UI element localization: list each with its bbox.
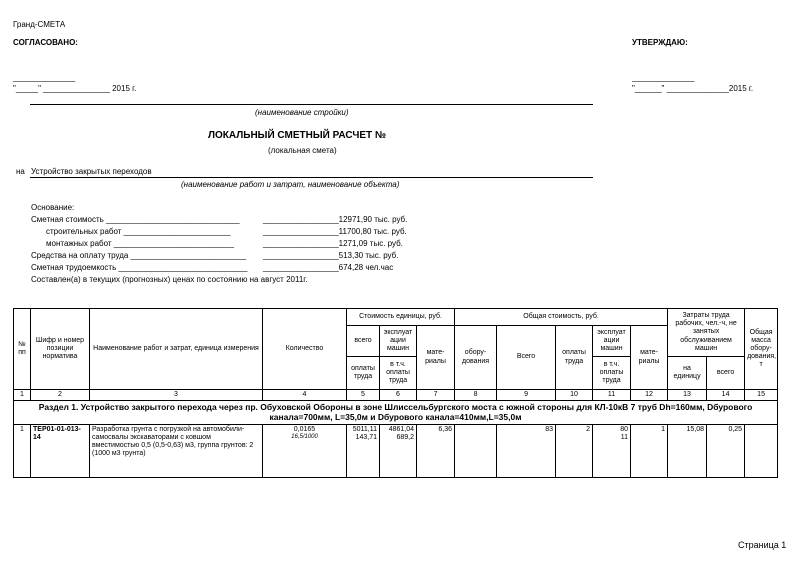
header-total-materials: мате-риалы: [631, 326, 668, 390]
col-number: 9: [497, 390, 556, 401]
estimate-table: [13, 308, 778, 478]
header-unit-machines: эксплуат ации машин: [380, 326, 417, 357]
estimate-subtitle: (локальная смета): [268, 146, 337, 155]
col-number: 13: [668, 390, 707, 401]
basis-labor-label: Сметная трудоемкость _____________________________: [31, 263, 248, 272]
header-unit-wages: оплаты труда: [347, 357, 380, 390]
row-total-machines-cell: [593, 425, 631, 478]
agreed-sign-line: ______________: [13, 73, 76, 82]
row-total-materials: 1: [631, 425, 668, 478]
work-caption: (наименование работ и затрат, наименование объекта): [181, 180, 400, 189]
basis-construction-value: _________________11700,80 тыс. руб.: [263, 227, 407, 236]
row-labor-total: 0,25: [707, 425, 745, 478]
header-labor-total: всего: [707, 357, 745, 390]
header-total-all: Всего: [497, 326, 556, 390]
col-number: 14: [707, 390, 745, 401]
work-name-line: [30, 177, 593, 178]
basis-wages-label: Средства на оплату труда __________________________: [31, 251, 247, 260]
row-labor-per-unit: 15,08: [668, 425, 707, 478]
row-name: Разработка грунта с погрузкой на автомобили-самосвалы экскаваторами с ковшом вместимостью 0,5 (0,5-0,63) м3, группа грунтов: 2 (1000 м3 грунта): [90, 425, 263, 478]
header-labor: Затраты труда рабочих, чел.-ч, не занятых обслуживанием машин: [668, 309, 745, 357]
approve-date: "______" ______________2015 г.: [632, 84, 754, 93]
row-unit-all-cell: [347, 425, 380, 478]
row-unit-materials: 6,36: [417, 425, 455, 478]
work-name: Устройство закрытых переходов: [31, 167, 152, 176]
col-number: 15: [745, 390, 778, 401]
header-total-equipment: обору-дования: [455, 326, 497, 390]
header-total-wages: оплаты труда: [556, 326, 593, 390]
col-number: 11: [593, 390, 631, 401]
col-number: 12: [631, 390, 668, 401]
row-total-machines: 80: [620, 426, 629, 434]
basis-estimated-cost-label: Сметная стоимость ______________________________: [31, 215, 240, 224]
row-unit-wages: 143,71: [355, 434, 377, 442]
header-labor-per-unit: на единицу: [668, 357, 707, 390]
col-number: 10: [556, 390, 593, 401]
row-qty: [263, 425, 347, 478]
col-number: 4: [263, 390, 347, 401]
header-total-machines: эксплуат ации машин: [593, 326, 631, 357]
basis-construction-label: строительных работ ________________________: [46, 227, 231, 236]
col-number: 8: [455, 390, 497, 401]
basis-installation-label: монтажных работ ___________________________: [46, 239, 234, 248]
table-row: [14, 425, 778, 478]
col-number: 2: [31, 390, 90, 401]
header-mass: Общая масса обору-дования, т: [745, 309, 778, 390]
program-name: Гранд-СМЕТА: [13, 20, 66, 29]
basis-labor-value: _________________674,28 чел.час: [263, 263, 394, 272]
header-unit-cost: Стоимость единицы, руб.: [347, 309, 455, 326]
row-total-machines-wages: 11: [620, 434, 629, 442]
construction-caption: (наименование стройки): [255, 108, 349, 117]
row-num: 1: [14, 425, 31, 478]
row-unit-machines: 4861,04: [388, 426, 414, 434]
row-qty-formula: 16,5/1000: [291, 434, 318, 441]
header-name: Наименование работ и затрат, единица измерения: [90, 309, 263, 390]
col-number: 5: [347, 390, 380, 401]
basis-wages-value: _________________513,30 тыс. руб.: [263, 251, 399, 260]
header-num: № пп: [14, 309, 31, 390]
row-unit-machines-cell: [380, 425, 417, 478]
basis-label: Основание:: [31, 203, 75, 212]
row-total-equipment: [455, 425, 497, 478]
approve-sign-line: ______________: [632, 73, 695, 82]
header-code: Шифр и номер позиции норматива: [31, 309, 90, 390]
col-number: 6: [380, 390, 417, 401]
header-total-machines-wages: в т.ч. оплаты труда: [593, 357, 631, 390]
section-title: Раздел 1. Устройство закрытого перехода через пр. Обуховской Обороны в зоне Шлиссельбургского моста с южной стороны для КЛ-10кВ 7 труб Dh=160мм, Dбурового канала=700мм, L=35,0м и Dбурового канала=410мм,L=35,0м: [14, 401, 778, 425]
estimate-title: ЛОКАЛЬНЫЙ СМЕТНЫЙ РАСЧЕТ №: [208, 130, 387, 141]
approve-title: УТВЕРЖДАЮ:: [632, 38, 688, 47]
row-unit-all: 5011,11: [352, 426, 377, 434]
header-total-cost: Общая стоимость, руб.: [455, 309, 668, 326]
construction-name-line: [30, 104, 593, 105]
row-total-all: 83: [497, 425, 556, 478]
row-unit-machines-wages: 689,2: [396, 434, 414, 442]
row-qty-value: 0,0165: [293, 426, 316, 434]
header-unit-all: всего: [347, 326, 380, 357]
col-number: 3: [90, 390, 263, 401]
row-mass: [745, 425, 778, 478]
agreed-title: СОГЛАСОВАНО:: [13, 38, 78, 47]
header-unit-machines-wages: в т.ч. оплаты труда: [380, 357, 417, 390]
basis-installation-value: _________________1271,09 тыс. руб.: [263, 239, 403, 248]
col-number: 7: [417, 390, 455, 401]
header-unit-materials: мате-риалы: [417, 326, 455, 390]
page-number: Страница 1: [738, 540, 787, 550]
work-prefix: на: [16, 167, 25, 176]
row-total-wages: 2: [556, 425, 593, 478]
header-qty: Количество: [263, 309, 347, 390]
row-code: ТЕР01-01-013-14: [31, 425, 90, 478]
agreed-date: "_____" _______________ 2015 г.: [13, 84, 137, 93]
basis-estimated-cost-value: _________________12971,90 тыс. руб.: [263, 215, 408, 224]
prices-note: Составлен(а) в текущих (прогнозных) ценах по состоянию на август 2011г.: [31, 275, 308, 284]
col-number: 1: [14, 390, 31, 401]
